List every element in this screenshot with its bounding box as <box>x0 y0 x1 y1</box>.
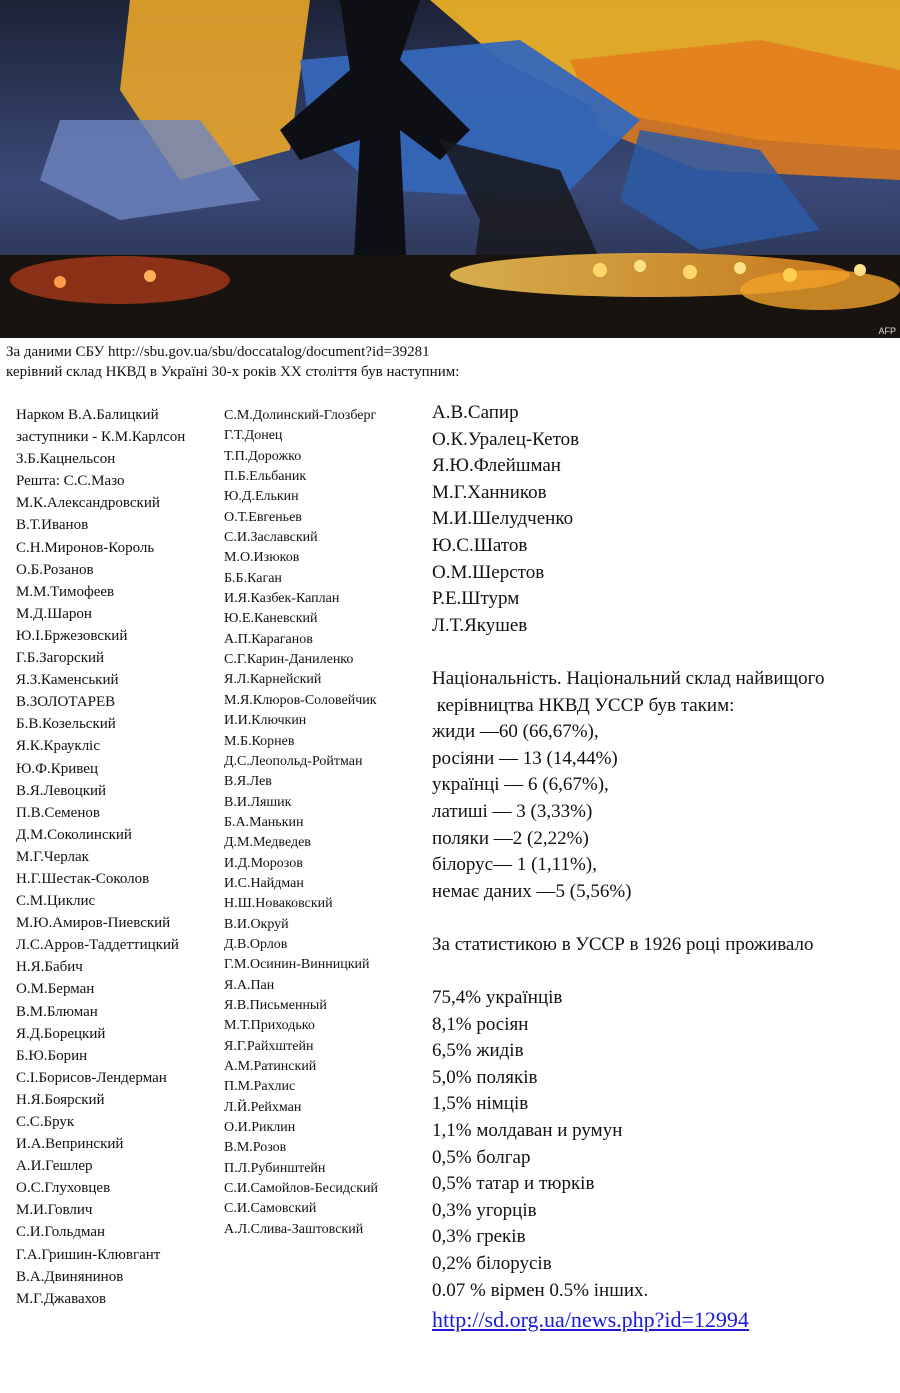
name-entry: С.С.Брук <box>16 1114 75 1130</box>
stats-entry: 0,5% татар и тюрків <box>432 1173 595 1195</box>
name-entry: Решта: С.С.Мазо <box>16 473 125 490</box>
name-entry: В.А.Двинянинов <box>16 1268 124 1285</box>
name-entry: П.Л.Рубинштейн <box>224 1160 326 1176</box>
stats-entry: 1,1% молдаван и румун <box>432 1120 623 1142</box>
name-entry: А.И.Гешлер <box>16 1158 93 1175</box>
name-entry: С.М.Циклис <box>16 893 96 910</box>
name-entry: О.С.Глуховцев <box>16 1180 111 1197</box>
name-entry: М.Д.Шарон <box>16 605 92 622</box>
name-entry: Г.М.Осинин-Винницкий <box>224 957 370 973</box>
name-entry: А.М.Ратинский <box>224 1059 317 1074</box>
name-entry: Б.Ю.Борин <box>16 1047 88 1064</box>
name-entry: З.Б.Кацнельсон <box>16 451 116 468</box>
name-entry: А.В.Сапир <box>432 402 519 423</box>
name-entry: Н.Ш.Новаковский <box>224 896 333 912</box>
name-entry: Ю.Е.Каневский <box>224 611 318 627</box>
stats-heading: За статистикою в УССР в 1926 році проживало <box>432 933 814 955</box>
name-entry: И.Д.Морозов <box>224 855 303 871</box>
stats-entry: 0,5% болгар <box>432 1146 531 1168</box>
stats-entry: 75,4% українців <box>432 987 563 1009</box>
name-entry: С.И.Гольдман <box>16 1224 106 1241</box>
name-entry: Я.А.Пан <box>224 977 275 993</box>
nationality-entry: українці — 6 (6,67%), <box>432 774 609 796</box>
name-entry: Я.Л.Карнейский <box>224 672 322 688</box>
name-entry: М.Г.Черлак <box>16 848 89 865</box>
name-entry: Я.Г.Райхштейн <box>224 1038 314 1054</box>
name-entry: Г.Т.Донец <box>224 428 283 444</box>
name-entry: М.Ю.Амиров-Пиевский <box>16 915 171 932</box>
name-entry: М.Г.Джавахов <box>16 1290 107 1307</box>
intro-text <box>6 342 459 382</box>
name-entry: Д.В.Орлов <box>224 936 288 952</box>
stats-entry: 0.07 % вірмен 0.5% інших. <box>432 1279 649 1301</box>
name-entry: О.Б.Розанов <box>16 561 94 578</box>
name-entry: И.И.Ключкин <box>224 713 307 729</box>
name-entry: П.В.Семенов <box>16 804 100 821</box>
nationality-entry: латиші — 3 (3,33%) <box>432 800 593 822</box>
name-entry: В.И.Окруй <box>224 916 289 932</box>
name-entry: О.М.Шерстов <box>432 561 545 583</box>
name-entry: В.И.Ляшик <box>224 794 292 810</box>
stats-entry: 8,1% росіян <box>432 1013 529 1035</box>
name-entry: П.М.Рахлис <box>224 1079 296 1095</box>
name-entry: М.И.Шелудченко <box>432 508 574 530</box>
nationality-entry: білорус— 1 (1,11%), <box>432 854 597 876</box>
name-entry: Р.Е.Штурм <box>432 588 520 610</box>
intro-line-1: За даними СБУ http://sbu.gov.ua/sbu/doccatalog/document?id=39281 <box>6 344 430 360</box>
name-entry: Г.А.Гришин-Клювгант <box>16 1246 161 1263</box>
names-column-2 <box>224 406 416 1234</box>
memorial-cross-photo-icon <box>0 0 900 338</box>
name-entry: И.С.Найдман <box>224 875 304 891</box>
name-entry: Л.С.Арров-Таддеттицкий <box>16 937 179 954</box>
nationality-entry: росіяни — 13 (14,44%) <box>432 747 618 769</box>
name-entry: М.Б.Корнев <box>224 733 295 749</box>
name-entry: С.I.Борисов-Лендерман <box>16 1069 167 1086</box>
nationality-entry: жиди —60 (66,67%), <box>432 721 599 743</box>
stats-entry: 6,5% жидів <box>432 1040 524 1062</box>
name-entry: В.М.Розов <box>224 1140 287 1156</box>
name-entry: Я.В.Письменный <box>224 997 327 1013</box>
names-column-1 <box>16 404 220 1310</box>
nationality-entry: поляки —2 (2,22%) <box>432 827 589 849</box>
name-entry: С.М.Долинский-Глозберг <box>224 408 377 423</box>
names-column-3 <box>432 400 900 1336</box>
memorial-photo <box>0 0 900 338</box>
name-entry: И.Я.Казбек-Каплан <box>224 591 340 607</box>
name-entry: Ю.Д.Елькин <box>224 489 299 505</box>
name-entry: М.И.Говлич <box>16 1202 93 1219</box>
name-entry: Б.В.Козельский <box>16 716 116 733</box>
name-entry: М.Г.Ханников <box>432 481 547 503</box>
photo-credit: AFP <box>878 326 896 336</box>
name-entry: В.Я.Лев <box>224 774 272 790</box>
name-entry: Н.Я.Бабич <box>16 959 83 976</box>
name-entry: Б.А.Манькин <box>224 814 304 830</box>
name-entry: Я.К.Краукліс <box>16 738 101 755</box>
name-entry: В.М.Блюман <box>16 1003 98 1020</box>
name-entry: С.И.Самойлов-Бесидский <box>224 1181 379 1197</box>
name-entry: И.А.Вепринский <box>16 1136 124 1153</box>
name-entry: С.Н.Миронов-Король <box>16 539 155 556</box>
name-entry: Ю.I.Бржезовский <box>16 627 128 644</box>
name-entry: М.О.Изюков <box>224 550 300 566</box>
name-entry: А.Л.Слива-Заштовский <box>224 1221 364 1234</box>
name-entry: В.ЗОЛОТАРЕВ <box>16 694 116 711</box>
name-entry: Ю.С.Шатов <box>432 534 528 556</box>
stats-entry: 5,0% поляків <box>432 1066 538 1088</box>
stats-entry: 0,3% угорців <box>432 1199 537 1221</box>
stats-entry: 0,3% греків <box>432 1226 526 1248</box>
name-entry: О.И.Риклин <box>224 1120 296 1136</box>
name-entry: заступники - К.М.Карлсон <box>16 429 186 446</box>
name-entry: Д.М.Соколинский <box>16 826 132 843</box>
stats-entry: 1,5% німців <box>432 1093 529 1115</box>
stats-entry: 0,2% білорусів <box>432 1253 552 1274</box>
name-entry: Я.Д.Борецкий <box>16 1025 106 1042</box>
intro-line-2: керівний склад НКВД в Україні 30-х років XX століття був наступним: <box>6 364 460 380</box>
nationality-list <box>432 719 900 905</box>
name-entry: Я.Ю.Флейшман <box>432 455 561 477</box>
name-entry: Л.Й.Рейхман <box>224 1099 302 1115</box>
stats-list <box>432 985 900 1304</box>
name-entry: М.Я.Клюров-Соловейчик <box>224 692 377 708</box>
name-entry: М.Т.Приходько <box>224 1018 315 1034</box>
nationality-heading: Національність. Національний склад найвищого <box>432 667 825 689</box>
name-entry: Н.Я.Боярский <box>16 1091 105 1108</box>
name-entry: Т.П.Дорожко <box>224 448 302 464</box>
name-entry: Л.Т.Якушев <box>432 614 528 636</box>
name-entry: Ю.Ф.Кривец <box>16 760 98 777</box>
name-entry: О.Т.Евгеньев <box>224 509 302 525</box>
name-entry: Нарком В.А.Балицкий <box>16 407 159 423</box>
name-entry: С.И.Заславский <box>224 530 318 546</box>
name-entry: В.Я.Левоцкий <box>16 782 107 799</box>
name-entry: Д.С.Леопольд-Ройтман <box>224 753 363 769</box>
name-entry: П.Б.Ельбаник <box>224 469 307 485</box>
name-entry: А.П.Караганов <box>224 631 313 647</box>
name-entry: Б.Б.Каган <box>224 570 282 586</box>
name-entry: Г.Б.Загорский <box>16 650 105 667</box>
nationality-entry: немає даних —5 (5,56%) <box>432 880 632 902</box>
name-entry: В.Т.Иванов <box>16 517 89 534</box>
name-entry: Н.Г.Шестак-Соколов <box>16 870 150 887</box>
name-entry: Я.З.Каменський <box>16 672 119 689</box>
name-entry: Д.М.Медведев <box>224 835 311 851</box>
name-entry: М.М.Тимофеев <box>16 583 115 600</box>
name-entry: О.М.Берман <box>16 981 95 998</box>
name-entry: С.Г.Карин-Даниленко <box>224 652 354 668</box>
names-list-3 <box>432 400 900 639</box>
source-link[interactable]: http://sd.org.ua/news.php?id=12994 <box>432 1307 749 1333</box>
nationality-heading-2: керівництва НКВД УССР був таким: <box>432 694 735 716</box>
name-entry: С.И.Самовский <box>224 1201 317 1217</box>
name-entry: М.К.Александровский <box>16 495 160 512</box>
name-entry: О.К.Уралец-Кетов <box>432 428 580 450</box>
